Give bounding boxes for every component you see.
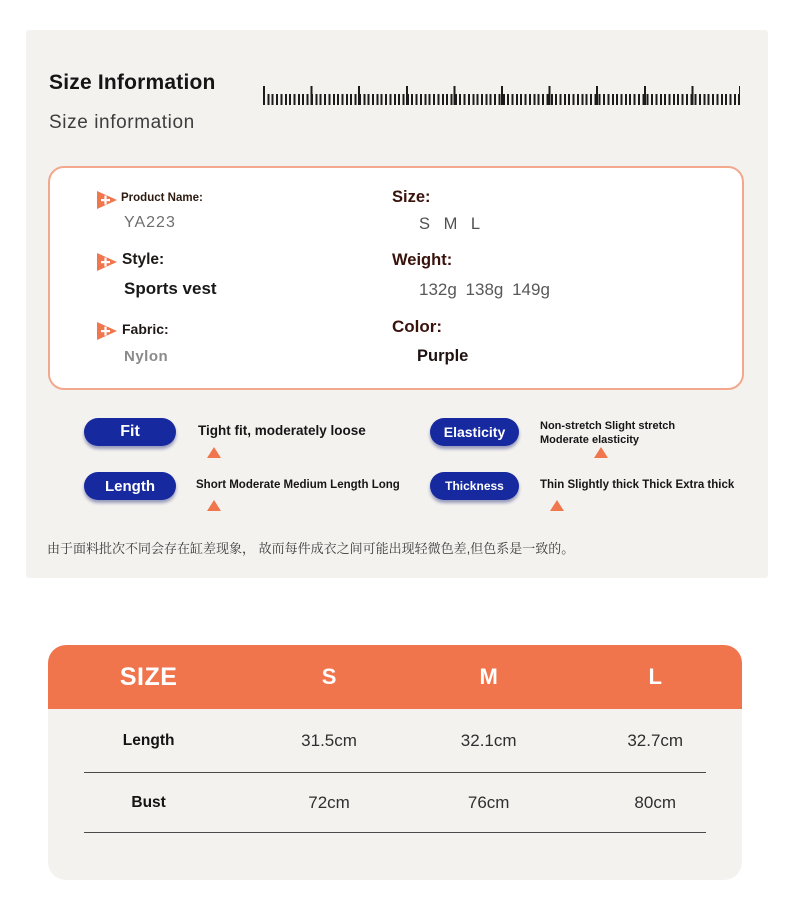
header-cell-m: M — [479, 664, 498, 689]
size-table-body — [48, 709, 742, 880]
row-value: 31.5cm — [301, 730, 357, 750]
fit-badge: Fit — [84, 418, 176, 446]
fabric-value: Nylon — [124, 348, 169, 365]
size-value: S M L — [419, 215, 481, 233]
size-label: Size: — [392, 188, 431, 206]
arrow-plus-icon — [96, 321, 118, 341]
row-value: 32.7cm — [627, 730, 684, 750]
table-row-length — [48, 709, 742, 772]
elasticity-scale-text — [540, 419, 675, 447]
arrow-plus-icon — [96, 190, 118, 210]
length-scale-text: Short Moderate Medium Length Long — [196, 479, 400, 491]
elasticity-scale-line1: Non-stretch Slight stretch — [540, 420, 676, 432]
page-subtitle: Size information — [49, 112, 195, 133]
weight-label: Weight: — [392, 251, 453, 269]
weight-value: 132g 138g 149g — [419, 280, 550, 299]
thickness-scale-text: Thin Slightly thick Thick Extra thick — [540, 479, 735, 491]
table-row-bust — [48, 773, 742, 832]
arrow-plus-icon — [96, 252, 118, 272]
length-badge: Length — [84, 472, 176, 500]
page-title: Size Information — [49, 71, 216, 94]
size-table-header — [48, 645, 742, 709]
color-label: Color: — [392, 317, 443, 336]
row-label: Length — [122, 731, 175, 749]
header-cell-s: S — [321, 664, 337, 689]
thickness-marker-icon — [550, 500, 564, 511]
color-value: Purple — [417, 347, 469, 365]
style-label: Style: — [122, 251, 165, 268]
fit-marker-icon — [207, 447, 221, 458]
product-name-value: YA223 — [124, 214, 176, 231]
ruler-icon — [263, 86, 740, 105]
elasticity-scale-line2: Moderate elasticity — [540, 434, 640, 446]
length-marker-icon — [207, 500, 221, 511]
thickness-badge: Thickness — [430, 472, 519, 500]
row-divider — [84, 832, 706, 833]
row-value: 76cm — [467, 792, 510, 812]
header-cell-l: L — [648, 664, 662, 689]
row-value: 72cm — [308, 792, 350, 812]
style-value: Sports vest — [124, 279, 217, 298]
fit-scale-text: Tight fit, moderately loose — [198, 423, 366, 438]
elasticity-badge: Elasticity — [430, 418, 519, 446]
row-value: 32.1cm — [460, 730, 517, 750]
product-name-label: Product Name: — [121, 192, 203, 204]
elasticity-marker-icon — [594, 447, 608, 458]
row-label: Bust — [131, 793, 166, 811]
header-cell-size: SIZE — [119, 662, 178, 691]
color-difference-note: 由于面料批次不同会存在缸差现象， 故而每件成衣之间可能出现轻微色差,但色系是一致的。 — [47, 541, 575, 556]
row-value: 80cm — [634, 792, 676, 812]
fabric-label: Fabric: — [122, 321, 169, 337]
